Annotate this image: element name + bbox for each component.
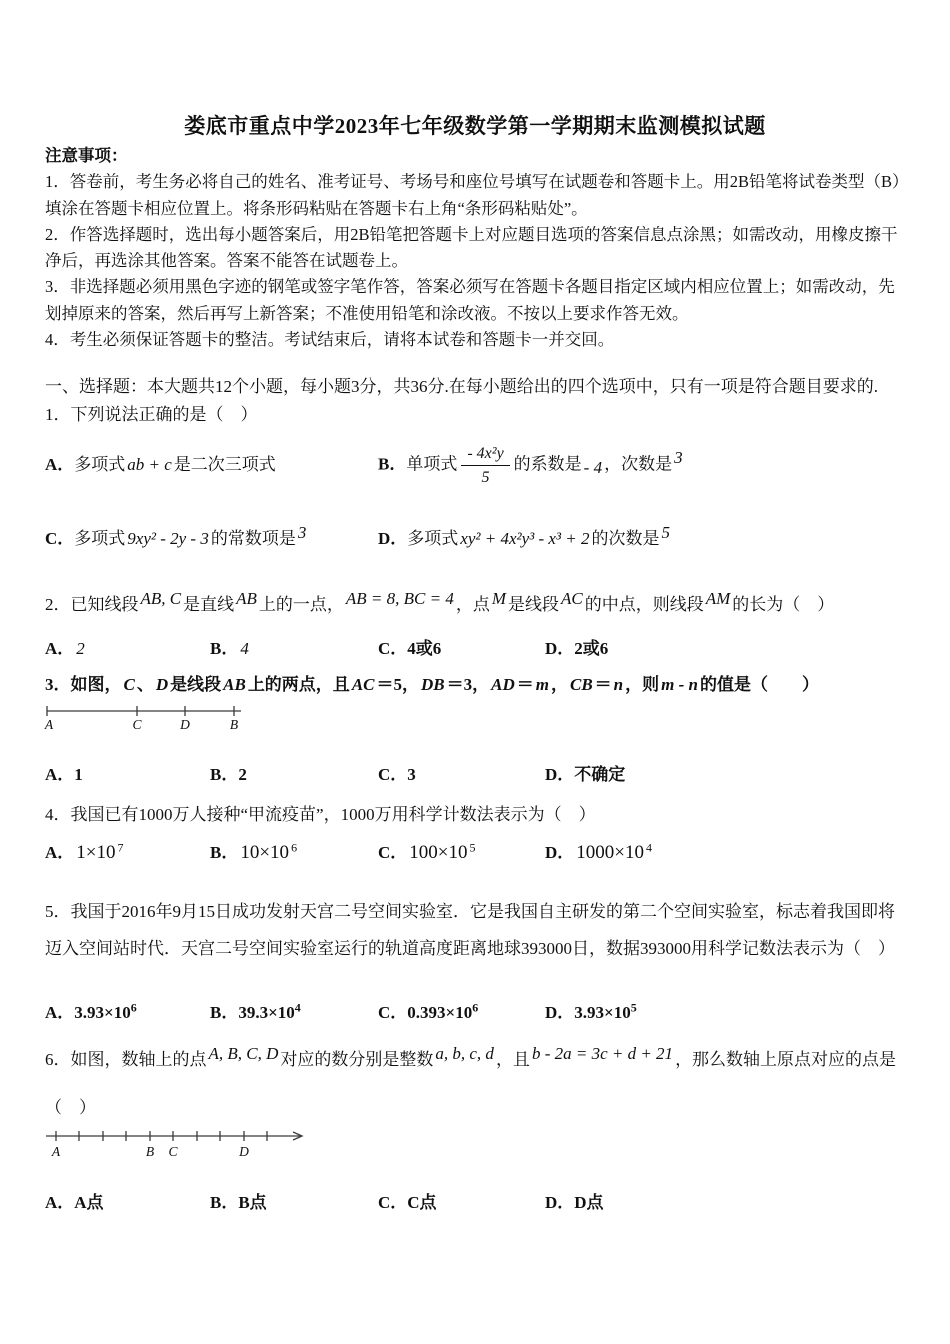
page-title: 娄底市重点中学2023年七年级数学第一学期期末监测模拟试题 (184, 114, 766, 138)
q3-stem: 3．如图， C 、 D 是线段 AB 上的两点，且 AC ＝5， DB ＝3， AD ＝ m ， CB ＝ n ，则 m - n 的值是（ ） (45, 675, 819, 694)
q3-point-c-label: C (132, 717, 142, 732)
q6-stem: 6．如图，数轴上的点 A, B, C, D 对应的数分别是整数 a, b, c, d ，且 b - 2a = 3c + d + 21 ，那么数轴上原点对应的点是（ ） (45, 1044, 897, 1117)
q1-option-a: A．多项式 ab + c 是二次三项式 (45, 455, 276, 474)
q4-options-row (45, 840, 909, 866)
q5-option-a: A．$3.93\times 10^6$ (45, 1000, 137, 1022)
q6-point-d-label: D (239, 1144, 249, 1159)
q2-options-row (45, 636, 909, 662)
q4-stem: 4．我国已有1000万人接种“甲流疫苗”，1000万用科学计数法表示为（ ） (45, 805, 596, 824)
q5-options-row (45, 1000, 909, 1026)
q6-point-b-label: B (145, 1144, 155, 1159)
q3-option-a: A．1 (45, 765, 83, 784)
q6-options-row (45, 1190, 909, 1216)
q6-option-b: B．B点 (210, 1193, 267, 1212)
q6-option-a: A．A点 (45, 1193, 104, 1212)
q2-option-b: B． 4 (210, 639, 249, 658)
q1-option-c: C．多项式 9xy² - 2y - 3 的常数项是 3 (45, 523, 307, 548)
q4-option-a: A． 1×10 $^7$ (45, 840, 124, 863)
q3-point-b-label: B (229, 717, 239, 732)
q4-option-b: B． 10×10 $^6$ (210, 840, 298, 863)
q3-point-a-label: A (44, 717, 54, 732)
q3-option-b: B．2 (210, 765, 247, 784)
notice-item-1: 1．答卷前，考生务必将自己的姓名、准考证号、考场号和座位号填写在试题卷和答题卡上。用2B铅笔将试卷类型（B）填涂在答题卡相应位置上。将条形码粘贴在答题卡右上角“条形码粘贴处”。 (45, 172, 909, 218)
q6-point-c-label: C (168, 1144, 178, 1159)
notice-section (45, 143, 909, 353)
q6-option-c: C．C点 (378, 1193, 437, 1212)
q6-option-d: D．D点 (545, 1193, 604, 1212)
q6-point-a-label: A (51, 1144, 61, 1159)
q4-option-c: C． 100×10 $^5$ (378, 840, 476, 863)
q2-option-d: D．2或6 (545, 639, 609, 658)
q3-option-c: C．3 (378, 765, 416, 784)
q2-stem: 2．已知线段 AB, C 是直线 AB 上的一点， AB = 8, BC = 4 ，点 M 是线段 AC 的中点，则线段 AM 的长为（ ） (45, 589, 835, 614)
q5-option-b: B．$39.3\times 10^4$ (210, 1000, 301, 1022)
q5-stem: 5．我国于2016年9月15日成功发射天宫二号空间实验室．它是我国自主研发的第二个空间实验室，标志着我国即将迈入空间站时代．天宫二号空间实验室运行的轨道高度距离地球393000日，数据393000用科学记数法表示为（ ） (45, 902, 895, 958)
q5-option-d: D．$3.93\times 10^5$ (545, 1000, 637, 1022)
q6-figure (44, 1126, 316, 1160)
q4-option-d: D． 1000×10 $^4$ (545, 840, 652, 863)
q1-options-row-1 (45, 430, 909, 500)
notice-item-4: 4．考生必须保证答题卡的整洁。考试结束后，请将本试卷和答题卡一并交回。 (45, 330, 615, 350)
q2-option-a: A． 2 (45, 639, 85, 658)
q3-figure (44, 702, 259, 732)
q3-option-d: D．不确定 (545, 765, 626, 784)
q2-option-c: C．4或6 (378, 639, 442, 658)
q3-point-d-label: D (180, 717, 190, 732)
section-one-heading: 一、选择题：本大题共12个小题，每小题3分，共36分.在每小题给出的四个选项中，只有一项是符合题目要求的. (45, 377, 878, 396)
q1-stem: 1．下列说法正确的是（ ） (45, 405, 258, 424)
notice-heading: 注意事项： (45, 146, 128, 165)
notice-item-2: 2．作答选择题时，选出每小题答案后，用2B铅笔把答题卡上对应题目选项的答案信息点涂黑；如需改动，用橡皮擦干净后，再选涂其他答案。答案不能答在试题卷上。 (45, 224, 898, 271)
notice-item-3: 3．非选择题必须用黑色字迹的钢笔或签字笔作答，答案必须写在答题卡各题目指定区域内相应位置上；如需改动，先划掉原来的答案，然后再写上新答案；不准使用铅笔和涂改液。不按以上要求作答无效。 (45, 277, 895, 323)
q5-option-c: C．$0.393\times 10^6$ (378, 1000, 479, 1022)
q1-option-b: B．单项式 $\frac{\text{- 4x²y}}{5}$ 的系数是 - 4 ，次数是 3 (378, 444, 683, 486)
q3-options-row (45, 762, 909, 788)
q1-options-row-2 (45, 516, 909, 556)
q1-option-d: D．多项式 xy² + 4x²y³ - x³ + 2 的次数是 5 (378, 523, 670, 548)
